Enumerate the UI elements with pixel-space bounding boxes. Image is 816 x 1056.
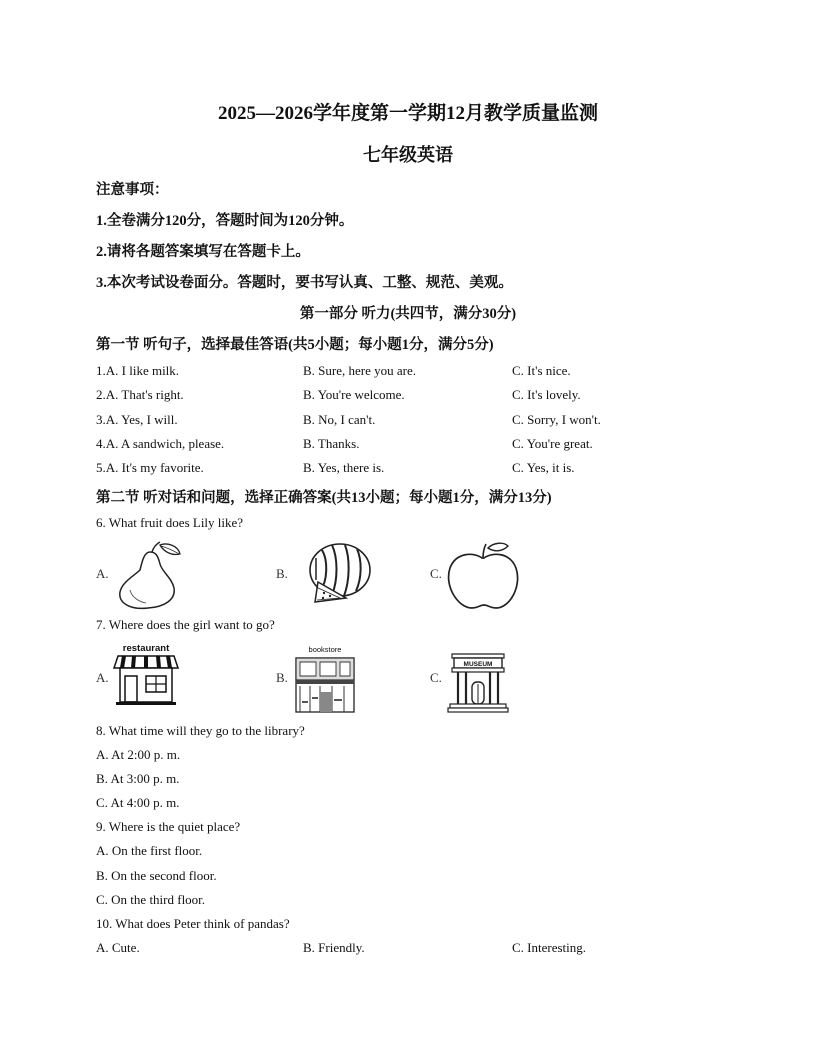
- q5-option-c: C. Yes, it is.: [512, 460, 575, 475]
- q6-label-a: A.: [96, 566, 109, 581]
- q6-label-b: B.: [276, 566, 288, 581]
- q4-option-a: 4.A. A sandwich, please.: [96, 436, 225, 451]
- q4-option-b: B. Thanks.: [303, 436, 360, 451]
- q10-stem: 10. What does Peter think of pandas?: [96, 916, 290, 931]
- q2-option-a: 2.A. That's right.: [96, 387, 184, 402]
- q8-option-a: A. At 2:00 p. m.: [96, 747, 181, 762]
- watermelon-icon: [290, 540, 385, 610]
- q9-option-c: C. On the third floor.: [96, 892, 206, 907]
- q5-option-a: 5.A. It's my favorite.: [96, 460, 204, 475]
- restaurant-icon: [112, 640, 180, 706]
- q9-stem: 9. Where is the quiet place?: [96, 819, 241, 834]
- section2-title: 第二节 听对话和问题，选择正确答案(共13小题；每小题1分，满分13分): [96, 490, 552, 506]
- pear-icon: [112, 540, 187, 610]
- q6-label-c: C.: [430, 566, 442, 581]
- q5-option-b: B. Yes, there is.: [303, 460, 385, 475]
- q8-stem: 8. What time will they go to the library?: [96, 723, 305, 738]
- q9-option-b: B. On the second floor.: [96, 868, 217, 883]
- q7-stem: 7. Where does the girl want to go?: [96, 617, 275, 632]
- museum-icon: [446, 648, 510, 716]
- museum-sign: MUSEUM: [463, 661, 493, 668]
- page-subtitle: 七年级英语: [363, 145, 453, 165]
- q1-option-a: 1.A. I like milk.: [96, 363, 180, 378]
- notes-heading: 注意事项：: [96, 182, 169, 198]
- q8-option-b: B. At 3:00 p. m.: [96, 771, 180, 786]
- note-item-2: 2.请将各题答案填写在答题卡上。: [96, 244, 310, 260]
- section1-title: 第一节 听句子，选择最佳答语(共5小题；每小题1分，满分5分): [96, 337, 494, 353]
- part1-title: 第一部分 听力(共四节，满分30分): [299, 306, 517, 322]
- q4-option-c: C. You're great.: [512, 436, 593, 451]
- note-item-1: 1.全卷满分120分，答题时间为120分钟。: [96, 213, 354, 229]
- q3-option-a: 3.A. Yes, I will.: [96, 412, 178, 427]
- q10-option-c: C. Interesting.: [512, 940, 587, 955]
- apple-icon: [444, 540, 524, 612]
- page-title: 2025—2026学年度第一学期12月教学质量监测: [217, 103, 598, 124]
- q10-option-a: A. Cute.: [96, 940, 140, 955]
- q9-option-a: A. On the first floor.: [96, 843, 203, 858]
- q2-option-c: C. It's lovely.: [512, 387, 581, 402]
- bookstore-icon: [290, 642, 360, 716]
- bookstore-sign: bookstore: [308, 645, 342, 654]
- q1-option-c: C. It's nice.: [512, 363, 571, 378]
- q3-option-b: B. No, I can't.: [303, 412, 376, 427]
- q7-label-b: B.: [276, 670, 288, 685]
- q6-stem: 6. What fruit does Lily like?: [96, 515, 244, 530]
- note-item-3: 3.本次考试设卷面分。答题时，要书写认真、工整、规范、美观。: [96, 275, 513, 291]
- q1-option-b: B. Sure, here you are.: [303, 363, 416, 378]
- q8-option-c: C. At 4:00 p. m.: [96, 795, 180, 810]
- q3-option-c: C. Sorry, I won't.: [512, 412, 601, 427]
- q7-label-a: A.: [96, 670, 109, 685]
- q7-label-c: C.: [430, 670, 442, 685]
- q10-option-b: B. Friendly.: [303, 940, 365, 955]
- q2-option-b: B. You're welcome.: [303, 387, 405, 402]
- restaurant-sign: restaurant: [122, 643, 170, 654]
